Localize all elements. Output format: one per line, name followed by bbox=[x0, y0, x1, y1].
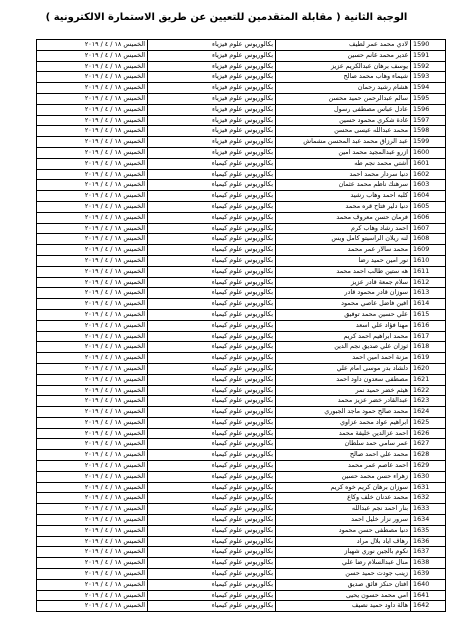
specialty: بكالوريوس علوم كيمياء bbox=[148, 277, 276, 288]
applicant-name: احمد عاصم عمر محمد bbox=[276, 461, 411, 472]
page-title: الوجبة الثانية ( مقابلة المتقدمين للتعيين عن طريق الاستمارة الالكترونية ) bbox=[45, 12, 408, 23]
specialty: بكالوريوس علوم كيمياء bbox=[148, 558, 276, 569]
interview-date: الخميس ١٨ / ٤ / ٢٠١٩ bbox=[37, 126, 148, 137]
table-row bbox=[37, 461, 446, 472]
table-row bbox=[37, 353, 446, 364]
applicant-name: هالة داود حميد نصيف bbox=[276, 601, 411, 612]
table-row bbox=[37, 50, 446, 61]
specialty: بكالوريوس علوم كيمياء bbox=[148, 493, 276, 504]
table-row bbox=[37, 569, 446, 580]
row-number: 1590 bbox=[411, 40, 446, 51]
table-row bbox=[37, 40, 446, 51]
row-number: 1640 bbox=[411, 579, 446, 590]
row-number: 1593 bbox=[411, 72, 446, 83]
applicant-name: مهنا فؤاد علي اسعد bbox=[276, 320, 411, 331]
specialty: بكالوريوس علوم كيمياء bbox=[148, 169, 276, 180]
table-row bbox=[37, 72, 446, 83]
specialty: بكالوريوس علوم كيمياء bbox=[148, 428, 276, 439]
specialty: بكالوريوس علوم كيمياء bbox=[148, 320, 276, 331]
applicant-name: عادل عباس مصطفى رسول bbox=[276, 104, 411, 115]
specialty: بكالوريوس علوم كيمياء bbox=[148, 515, 276, 526]
row-number: 1610 bbox=[411, 255, 446, 266]
specialty: بكالوريوس علوم كيمياء bbox=[148, 461, 276, 472]
specialty: بكالوريوس علوم كيمياء bbox=[148, 450, 276, 461]
interview-date: الخميس ١٨ / ٤ / ٢٠١٩ bbox=[37, 342, 148, 353]
table-row bbox=[37, 126, 446, 137]
applicant-name: سلام جمعة قادر عزيز bbox=[276, 277, 411, 288]
row-number: 1604 bbox=[411, 191, 446, 202]
interview-date: الخميس ١٨ / ٤ / ٢٠١٩ bbox=[37, 579, 148, 590]
applicant-name: سرهنك ناظم محمد عثمان bbox=[276, 180, 411, 191]
applicant-name: افتان حنكز فائق صديق bbox=[276, 579, 411, 590]
row-number: 1636 bbox=[411, 536, 446, 547]
applicant-name: عبدالقادر خضر عزيز محمد bbox=[276, 396, 411, 407]
row-number: 1630 bbox=[411, 471, 446, 482]
interview-date: الخميس ١٨ / ٤ / ٢٠١٩ bbox=[37, 320, 148, 331]
specialty: بكالوريوس علوم كيمياء bbox=[148, 212, 276, 223]
row-number: 1611 bbox=[411, 266, 446, 277]
row-number: 1621 bbox=[411, 374, 446, 385]
applicant-name: زينب جودت حميد حسن bbox=[276, 569, 411, 580]
table-row bbox=[37, 363, 446, 374]
specialty: بكالوريوس علوم فيزياء bbox=[148, 126, 276, 137]
table-row bbox=[37, 147, 446, 158]
row-number: 1601 bbox=[411, 158, 446, 169]
row-number: 1614 bbox=[411, 299, 446, 310]
specialty: بكالوريوس علوم فيزياء bbox=[148, 147, 276, 158]
applicant-name: هه ستين طالب احمد محمد bbox=[276, 266, 411, 277]
table-row bbox=[37, 201, 446, 212]
applicant-name: محمد سالار عمر محمد bbox=[276, 245, 411, 256]
interview-date: الخميس ١٨ / ٤ / ٢٠١٩ bbox=[37, 461, 148, 472]
applicant-name: فرمان حسن معروف محمد bbox=[276, 212, 411, 223]
specialty: بكالوريوس علوم كيمياء bbox=[148, 191, 276, 202]
row-number: 1620 bbox=[411, 363, 446, 374]
specialty: بكالوريوس علوم فيزياء bbox=[148, 61, 276, 72]
table-row bbox=[37, 115, 446, 126]
row-number: 1623 bbox=[411, 396, 446, 407]
applicant-name: هيثم خضر حميد نمر bbox=[276, 385, 411, 396]
table-row bbox=[37, 223, 446, 234]
row-number: 1639 bbox=[411, 569, 446, 580]
specialty: بكالوريوس علوم كيمياء bbox=[148, 396, 276, 407]
applicant-name: هشام رشيد رحمان bbox=[276, 83, 411, 94]
interview-date: الخميس ١٨ / ٤ / ٢٠١٩ bbox=[37, 450, 148, 461]
interview-date: الخميس ١٨ / ٤ / ٢٠١٩ bbox=[37, 158, 148, 169]
applicant-name: محمد علي احمد صالح bbox=[276, 450, 411, 461]
applicant-name: محمد ابراهيم احمد كريم bbox=[276, 331, 411, 342]
table-row bbox=[37, 61, 446, 72]
interview-date: الخميس ١٨ / ٤ / ٢٠١٩ bbox=[37, 255, 148, 266]
table-row bbox=[37, 288, 446, 299]
specialty: بكالوريوس علوم كيمياء bbox=[148, 417, 276, 428]
applicant-name: محمد عدنان خلف وكاع bbox=[276, 493, 411, 504]
specialty: بكالوريوس علوم كيمياء bbox=[148, 266, 276, 277]
interview-date: الخميس ١٨ / ٤ / ٢٠١٩ bbox=[37, 417, 148, 428]
interview-date: الخميس ١٨ / ٤ / ٢٠١٩ bbox=[37, 569, 148, 580]
applicant-name: ثوزان علي صديق نجم الدين bbox=[276, 342, 411, 353]
applicant-name: علي حسين محمد توفيق bbox=[276, 309, 411, 320]
applicant-name: امي محمد حسون يحيى bbox=[276, 590, 411, 601]
row-number: 1595 bbox=[411, 93, 446, 104]
specialty: بكالوريوس علوم كيمياء bbox=[148, 255, 276, 266]
specialty: بكالوريوس علوم كيمياء bbox=[148, 471, 276, 482]
applicant-name: مزنة احمد امين احمد bbox=[276, 353, 411, 364]
table-row bbox=[37, 590, 446, 601]
interview-date: الخميس ١٨ / ٤ / ٢٠١٩ bbox=[37, 504, 148, 515]
specialty: بكالوريوس علوم كيمياء bbox=[148, 309, 276, 320]
row-number: 1631 bbox=[411, 482, 446, 493]
interview-date: الخميس ١٨ / ٤ / ٢٠١٩ bbox=[37, 72, 148, 83]
applicant-name: سوزان قادر محمود قادر bbox=[276, 288, 411, 299]
specialty: بكالوريوس علوم فيزياء bbox=[148, 137, 276, 148]
interview-date: الخميس ١٨ / ٤ / ٢٠١٩ bbox=[37, 191, 148, 202]
table-row bbox=[37, 212, 446, 223]
interview-date: الخميس ١٨ / ٤ / ٢٠١٩ bbox=[37, 223, 148, 234]
specialty: بكالوريوس علوم كيمياء bbox=[148, 569, 276, 580]
interview-date: الخميس ١٨ / ٤ / ٢٠١٩ bbox=[37, 590, 148, 601]
specialty: بكالوريوس علوم كيمياء bbox=[148, 363, 276, 374]
interview-date: الخميس ١٨ / ٤ / ٢٠١٩ bbox=[37, 385, 148, 396]
specialty: بكالوريوس علوم فيزياء bbox=[148, 93, 276, 104]
row-number: 1602 bbox=[411, 169, 446, 180]
table-row bbox=[37, 309, 446, 320]
table-row bbox=[37, 439, 446, 450]
row-number: 1608 bbox=[411, 234, 446, 245]
row-number: 1600 bbox=[411, 147, 446, 158]
specialty: بكالوريوس علوم كيمياء bbox=[148, 353, 276, 364]
table-row bbox=[37, 104, 446, 115]
applicant-name: لنه ريلان الراسيتو كامل ويس bbox=[276, 234, 411, 245]
specialty: بكالوريوس علوم كيمياء bbox=[148, 504, 276, 515]
specialty: بكالوريوس علوم كيمياء bbox=[148, 601, 276, 612]
table-row bbox=[37, 320, 446, 331]
table-row bbox=[37, 417, 446, 428]
row-number: 1606 bbox=[411, 212, 446, 223]
specialty: بكالوريوس علوم كيمياء bbox=[148, 201, 276, 212]
table-row bbox=[37, 601, 446, 612]
table-row bbox=[37, 158, 446, 169]
row-number: 1633 bbox=[411, 504, 446, 515]
interview-date: الخميس ١٨ / ٤ / ٢٠١٩ bbox=[37, 299, 148, 310]
applicant-name: احمد رشاد وهاب كرم bbox=[276, 223, 411, 234]
applicant-name: آشتي محمد نجم طه bbox=[276, 158, 411, 169]
interview-date: الخميس ١٨ / ٤ / ٢٠١٩ bbox=[37, 115, 148, 126]
table-row bbox=[37, 83, 446, 94]
row-number: 1598 bbox=[411, 126, 446, 137]
row-number: 1628 bbox=[411, 450, 446, 461]
table-row bbox=[37, 245, 446, 256]
applicant-name: شيماء وهاب محمد صالح bbox=[276, 72, 411, 83]
interview-date: الخميس ١٨ / ٤ / ٢٠١٩ bbox=[37, 363, 148, 374]
interview-date: الخميس ١٨ / ٤ / ٢٠١٩ bbox=[37, 493, 148, 504]
interview-date: الخميس ١٨ / ٤ / ٢٠١٩ bbox=[37, 201, 148, 212]
row-number: 1619 bbox=[411, 353, 446, 364]
table-row bbox=[37, 169, 446, 180]
interview-date: الخميس ١٨ / ٤ / ٢٠١٩ bbox=[37, 212, 148, 223]
table-row bbox=[37, 515, 446, 526]
interview-date: الخميس ١٨ / ٤ / ٢٠١٩ bbox=[37, 407, 148, 418]
applicant-name: سرور نزار خليل احمد bbox=[276, 515, 411, 526]
table-row bbox=[37, 450, 446, 461]
table-row bbox=[37, 93, 446, 104]
interview-date: الخميس ١٨ / ٤ / ٢٠١٩ bbox=[37, 331, 148, 342]
interview-date: الخميس ١٨ / ٤ / ٢٠١٩ bbox=[37, 83, 148, 94]
row-number: 1632 bbox=[411, 493, 446, 504]
interview-date: الخميس ١٨ / ٤ / ٢٠١٩ bbox=[37, 266, 148, 277]
specialty: بكالوريوس علوم فيزياء bbox=[148, 115, 276, 126]
specialty: بكالوريوس علوم فيزياء bbox=[148, 50, 276, 61]
table-row bbox=[37, 374, 446, 385]
specialty: بكالوريوس علوم كيمياء bbox=[148, 439, 276, 450]
table-row bbox=[37, 331, 446, 342]
specialty: بكالوريوس علوم كيمياء bbox=[148, 590, 276, 601]
table-row bbox=[37, 180, 446, 191]
row-number: 1634 bbox=[411, 515, 446, 526]
interview-date: الخميس ١٨ / ٤ / ٢٠١٩ bbox=[37, 93, 148, 104]
specialty: بكالوريوس علوم كيمياء bbox=[148, 407, 276, 418]
applicant-name: غدير محمد غانم حسين bbox=[276, 50, 411, 61]
applicant-name: دنيا سردار محمد احمد bbox=[276, 169, 411, 180]
interview-date: الخميس ١٨ / ٤ / ٢٠١٩ bbox=[37, 515, 148, 526]
row-number: 1635 bbox=[411, 525, 446, 536]
interview-date: الخميس ١٨ / ٤ / ٢٠١٩ bbox=[37, 536, 148, 547]
specialty: بكالوريوس علوم كيمياء bbox=[148, 525, 276, 536]
interview-date: الخميس ١٨ / ٤ / ٢٠١٩ bbox=[37, 428, 148, 439]
row-number: 1627 bbox=[411, 439, 446, 450]
specialty: بكالوريوس علوم كيمياء bbox=[148, 374, 276, 385]
applicant-name: افين فاضل عاصي محمود bbox=[276, 299, 411, 310]
interview-date: الخميس ١٨ / ٤ / ٢٠١٩ bbox=[37, 245, 148, 256]
interview-date: الخميس ١٨ / ٤ / ٢٠١٩ bbox=[37, 288, 148, 299]
interview-date: الخميس ١٨ / ٤ / ٢٠١٩ bbox=[37, 50, 148, 61]
row-number: 1616 bbox=[411, 320, 446, 331]
interview-date: الخميس ١٨ / ٤ / ٢٠١٩ bbox=[37, 374, 148, 385]
interview-date: الخميس ١٨ / ٤ / ٢٠١٩ bbox=[37, 40, 148, 51]
interview-date: الخميس ١٨ / ٤ / ٢٠١٩ bbox=[37, 169, 148, 180]
row-number: 1625 bbox=[411, 417, 446, 428]
applicants-table-body bbox=[37, 40, 446, 612]
specialty: بكالوريوس علوم كيمياء bbox=[148, 158, 276, 169]
specialty: بكالوريوس علوم كيمياء bbox=[148, 547, 276, 558]
applicant-name: احمد عزالدين خليفة محمد bbox=[276, 428, 411, 439]
interview-date: الخميس ١٨ / ٤ / ٢٠١٩ bbox=[37, 396, 148, 407]
interview-date: الخميس ١٨ / ٤ / ٢٠١٩ bbox=[37, 180, 148, 191]
specialty: بكالوريوس علوم فيزياء bbox=[148, 104, 276, 115]
applicant-name: نكوم بالجين نوري شهباز bbox=[276, 547, 411, 558]
table-row bbox=[37, 255, 446, 266]
table-row bbox=[37, 536, 446, 547]
row-number: 1597 bbox=[411, 115, 446, 126]
table-row bbox=[37, 525, 446, 536]
row-number: 1624 bbox=[411, 407, 446, 418]
row-number: 1599 bbox=[411, 137, 446, 148]
applicant-name: سوزان برهان كريم خوه كريم bbox=[276, 482, 411, 493]
table-row bbox=[37, 342, 446, 353]
specialty: بكالوريوس علوم كيمياء bbox=[148, 299, 276, 310]
applicant-name: ابراهيم عواد محمد عزاوي bbox=[276, 417, 411, 428]
applicant-name: كلبه احمد وهاب رشيد bbox=[276, 191, 411, 202]
applicant-name: يوسف برهان عبدالكريم عزيز bbox=[276, 61, 411, 72]
applicant-name: بنار احمد نجم عبدالله bbox=[276, 504, 411, 515]
specialty: بكالوريوس علوم كيمياء bbox=[148, 245, 276, 256]
table-row bbox=[37, 471, 446, 482]
table-row bbox=[37, 407, 446, 418]
interview-date: الخميس ١٨ / ٤ / ٢٠١٩ bbox=[37, 277, 148, 288]
table-row bbox=[37, 558, 446, 569]
row-number: 1591 bbox=[411, 50, 446, 61]
table-row bbox=[37, 299, 446, 310]
applicant-name: دنيا دلير فتاح قره محمد bbox=[276, 201, 411, 212]
applicant-name: رهاف اياد بلال مراد bbox=[276, 536, 411, 547]
interview-date: الخميس ١٨ / ٤ / ٢٠١٩ bbox=[37, 439, 148, 450]
row-number: 1637 bbox=[411, 547, 446, 558]
table-row bbox=[37, 191, 446, 202]
row-number: 1607 bbox=[411, 223, 446, 234]
table-row bbox=[37, 385, 446, 396]
applicant-name: زهراء حسن محمد حسين bbox=[276, 471, 411, 482]
applicant-name: عبد الرزاق محمد عبد المحسن مشماش bbox=[276, 137, 411, 148]
specialty: بكالوريوس علوم كيمياء bbox=[148, 579, 276, 590]
table-row bbox=[37, 266, 446, 277]
table-row bbox=[37, 482, 446, 493]
interview-date: الخميس ١٨ / ٤ / ٢٠١٩ bbox=[37, 234, 148, 245]
interview-date: الخميس ١٨ / ٤ / ٢٠١٩ bbox=[37, 309, 148, 320]
specialty: بكالوريوس علوم كيمياء bbox=[148, 536, 276, 547]
row-number: 1641 bbox=[411, 590, 446, 601]
row-number: 1596 bbox=[411, 104, 446, 115]
row-number: 1617 bbox=[411, 331, 446, 342]
row-number: 1642 bbox=[411, 601, 446, 612]
specialty: بكالوريوس علوم فيزياء bbox=[148, 40, 276, 51]
row-number: 1613 bbox=[411, 288, 446, 299]
row-number: 1638 bbox=[411, 558, 446, 569]
applicants-table bbox=[36, 39, 446, 612]
specialty: بكالوريوس علوم فيزياء bbox=[148, 83, 276, 94]
row-number: 1609 bbox=[411, 245, 446, 256]
specialty: بكالوريوس علوم فيزياء bbox=[148, 72, 276, 83]
specialty: بكالوريوس علوم كيمياء bbox=[148, 234, 276, 245]
row-number: 1603 bbox=[411, 180, 446, 191]
table-row bbox=[37, 504, 446, 515]
interview-date: الخميس ١٨ / ٤ / ٢٠١٩ bbox=[37, 353, 148, 364]
row-number: 1615 bbox=[411, 309, 446, 320]
specialty: بكالوريوس علوم كيمياء bbox=[148, 180, 276, 191]
interview-date: الخميس ١٨ / ٤ / ٢٠١٩ bbox=[37, 525, 148, 536]
table-row bbox=[37, 234, 446, 245]
applicant-name: ازرو عبدالمجيد محمد امين bbox=[276, 147, 411, 158]
interview-date: الخميس ١٨ / ٤ / ٢٠١٩ bbox=[37, 558, 148, 569]
applicant-name: عمر سامي حمد سلطان bbox=[276, 439, 411, 450]
applicant-name: منال عبدالسلام رضا علي bbox=[276, 558, 411, 569]
row-number: 1629 bbox=[411, 461, 446, 472]
table-row bbox=[37, 137, 446, 148]
applicant-name: مصطفى سعدون داود احمد bbox=[276, 374, 411, 385]
applicant-name: محمد صالح حمود ماجد الجبوري bbox=[276, 407, 411, 418]
interview-date: الخميس ١٨ / ٤ / ٢٠١٩ bbox=[37, 61, 148, 72]
interview-date: الخميس ١٨ / ٤ / ٢٠١٩ bbox=[37, 147, 148, 158]
table-row bbox=[37, 428, 446, 439]
table-row bbox=[37, 277, 446, 288]
applicant-name: محمد عبدالله عيسى محسن bbox=[276, 126, 411, 137]
interview-date: الخميس ١٨ / ٤ / ٢٠١٩ bbox=[37, 482, 148, 493]
interview-date: الخميس ١٨ / ٤ / ٢٠١٩ bbox=[37, 601, 148, 612]
row-number: 1622 bbox=[411, 385, 446, 396]
specialty: بكالوريوس علوم كيمياء bbox=[148, 331, 276, 342]
row-number: 1592 bbox=[411, 61, 446, 72]
applicant-name: سالم عبدالرحمن حميد محسن bbox=[276, 93, 411, 104]
specialty: بكالوريوس علوم كيمياء bbox=[148, 288, 276, 299]
table-row bbox=[37, 579, 446, 590]
interview-date: الخميس ١٨ / ٤ / ٢٠١٩ bbox=[37, 104, 148, 115]
table-row bbox=[37, 493, 446, 504]
applicant-name: غادة شكري محمود حسين bbox=[276, 115, 411, 126]
applicant-name: لادي محمد عمر لطيف bbox=[276, 40, 411, 51]
specialty: بكالوريوس علوم كيمياء bbox=[148, 223, 276, 234]
row-number: 1594 bbox=[411, 83, 446, 94]
applicant-name: نور امين حميد رضا bbox=[276, 255, 411, 266]
applicant-name: دلشاد بدر موسى امام علي bbox=[276, 363, 411, 374]
interview-date: الخميس ١٨ / ٤ / ٢٠١٩ bbox=[37, 471, 148, 482]
row-number: 1612 bbox=[411, 277, 446, 288]
interview-date: الخميس ١٨ / ٤ / ٢٠١٩ bbox=[37, 137, 148, 148]
row-number: 1605 bbox=[411, 201, 446, 212]
specialty: بكالوريوس علوم كيمياء bbox=[148, 342, 276, 353]
specialty: بكالوريوس علوم كيمياء bbox=[148, 385, 276, 396]
row-number: 1618 bbox=[411, 342, 446, 353]
interview-date: الخميس ١٨ / ٤ / ٢٠١٩ bbox=[37, 547, 148, 558]
row-number: 1626 bbox=[411, 428, 446, 439]
specialty: بكالوريوس علوم كيمياء bbox=[148, 482, 276, 493]
applicant-name: دنيا مصطفى حسن محمود bbox=[276, 525, 411, 536]
table-row bbox=[37, 547, 446, 558]
table-row bbox=[37, 396, 446, 407]
